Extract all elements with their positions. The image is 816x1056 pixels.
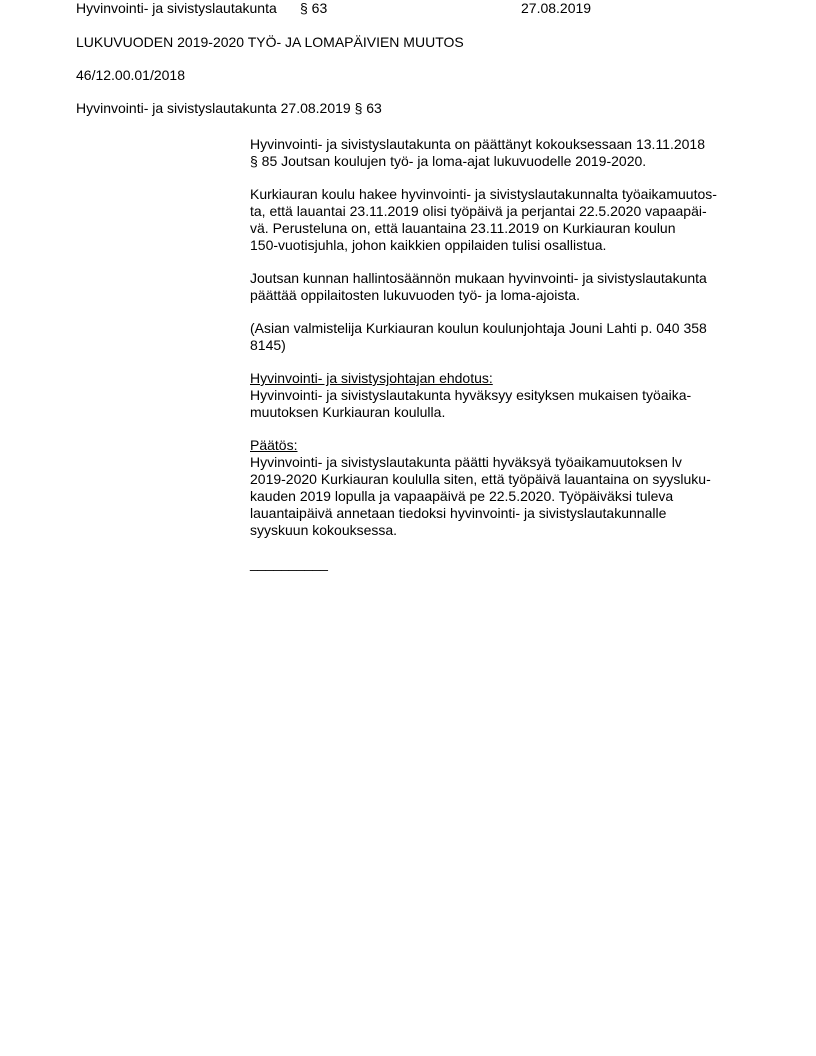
paragraph-line: (Asian valmistelija Kurkiauran koulun koulunjohtaja Jouni Lahti p. 040 358: [250, 320, 707, 336]
header-board-name: Hyvinvointi- ja sivistyslautakunta: [76, 0, 277, 16]
paragraph-line: 8145): [250, 337, 286, 353]
closing-separator: __________: [250, 555, 328, 571]
meeting-line: Hyvinvointi- ja sivistyslautakunta 27.08.2019 § 63: [76, 100, 382, 116]
paragraph-line: Joutsan kunnan hallintosäännön mukaan hyvinvointi- ja sivistyslautakunta: [250, 270, 707, 286]
paragraph-preparer: [250, 320, 750, 354]
decision-line: 2019-2020 Kurkiauran koululla siten, että työpäivä lauantaina on syysluku-: [250, 471, 711, 487]
paragraph-previous-decision: [250, 136, 750, 170]
decision-section: [250, 437, 750, 539]
paragraph-line: 150-vuotisjuhla, johon kaikkien oppilaiden tulisi osallistua.: [250, 237, 607, 253]
reference-number: 46/12.00.01/2018: [76, 67, 185, 83]
paragraph-line: § 85 Joutsan koulujen työ- ja loma-ajat lukuvuodelle 2019-2020.: [250, 153, 647, 169]
decision-heading: Päätös:: [250, 437, 298, 453]
paragraph-regulation: [250, 270, 750, 304]
proposal-line: Hyvinvointi- ja sivistyslautakunta hyväksyy esityksen mukaisen työaika-: [250, 387, 692, 403]
decision-line: lauantaipäivä annetaan tiedoksi hyvinvointi- ja sivistyslautakunnalle: [250, 505, 667, 521]
document-body: [250, 136, 750, 572]
decision-line: kauden 2019 lopulla ja vapaapäivä pe 22.5.2020. Työpäiväksi tuleva: [250, 488, 674, 504]
decision-line: syyskuun kokouksessa.: [250, 522, 398, 538]
proposal-heading: Hyvinvointi- ja sivistysjohtajan ehdotus:: [250, 370, 493, 386]
paragraph-line: vä. Perusteluna on, että lauantaina 23.11.2019 on Kurkiauran koulun: [250, 220, 676, 236]
proposal-section: [250, 370, 750, 421]
paragraph-line: Kurkiauran koulu hakee hyvinvointi- ja sivistyslautakunnalta työaikamuutos-: [250, 186, 717, 202]
header-section-number: § 63: [300, 0, 328, 16]
header-date: 27.08.2019: [521, 0, 592, 16]
paragraph-line: päättää oppilaitosten lukuvuoden työ- ja loma-ajoista.: [250, 287, 580, 303]
decision-line: Hyvinvointi- ja sivistyslautakunta päätti hyväksyä työaikamuutoksen lv: [250, 454, 682, 470]
paragraph-line: ta, että lauantai 23.11.2019 olisi työpäivä ja perjantai 22.5.2020 vapaapäi-: [250, 203, 707, 219]
paragraph-line: Hyvinvointi- ja sivistyslautakunta on päättänyt kokouksessaan 13.11.2018: [250, 136, 706, 152]
proposal-line: muutoksen Kurkiauran koululla.: [250, 404, 446, 420]
document-title: LUKUVUODEN 2019-2020 TYÖ- JA LOMAPÄIVIEN MUUTOS: [76, 34, 464, 50]
paragraph-request: [250, 186, 750, 254]
